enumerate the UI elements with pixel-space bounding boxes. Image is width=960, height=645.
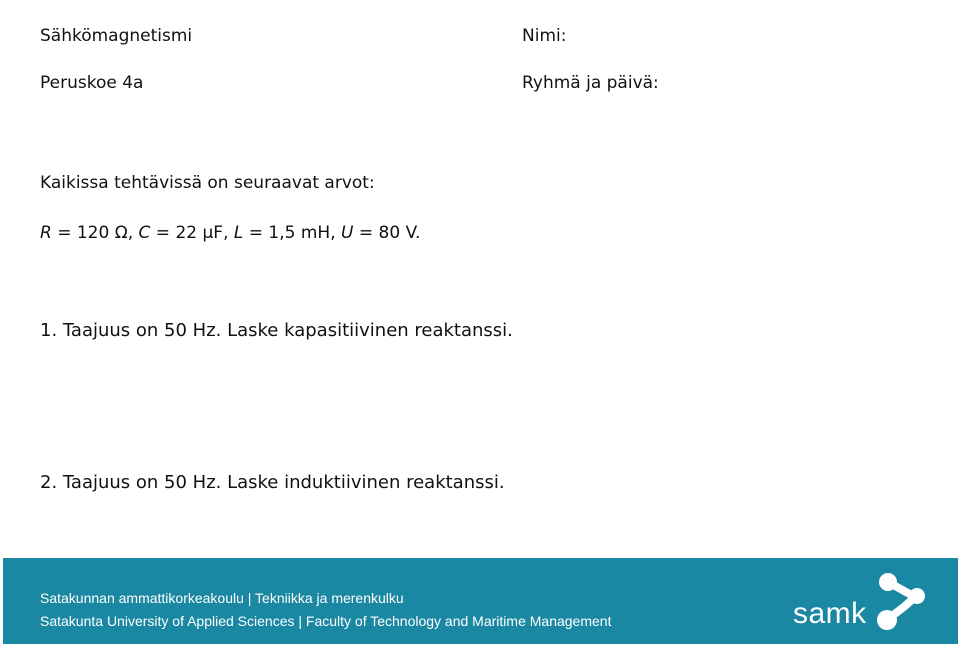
inductance-value: = 1,5 mH, (243, 223, 342, 243)
course-title: Sähkömagnetismi (40, 26, 193, 46)
voltage-symbol: U (341, 223, 354, 243)
capacitance-value: = 22 μF, (150, 223, 234, 243)
footer-line-2: Satakunta University of Applied Sciences | Faculty of Technology and Maritime Management (40, 613, 612, 629)
name-label: Nimi: (522, 26, 567, 46)
question-2: 2. Taajuus on 50 Hz. Laske induktiivinen reaktanssi. (40, 472, 505, 493)
logo-text: samk (793, 597, 867, 630)
footer-notch (3, 556, 838, 558)
question-1: 1. Taajuus on 50 Hz. Laske kapasitiivinen reaktanssi. (40, 320, 513, 341)
given-values (40, 223, 420, 243)
intro-text: Kaikissa tehtävissä on seuraavat arvot: (40, 173, 375, 193)
resistance-symbol: R (40, 223, 52, 243)
samk-logo-icon (875, 570, 931, 632)
footer-banner (3, 558, 958, 644)
capacitance-symbol: C (138, 223, 151, 243)
footer-line-1: Satakunnan ammattikorkeakoulu | Tekniikka ja merenkulku (40, 590, 404, 606)
group-date-label: Ryhmä ja päivä: (522, 73, 659, 93)
resistance-value: = 120 Ω, (51, 223, 139, 243)
inductance-symbol: L (233, 223, 244, 243)
voltage-value: = 80 V. (353, 223, 421, 243)
exercise-title: Peruskoe 4a (40, 73, 144, 93)
